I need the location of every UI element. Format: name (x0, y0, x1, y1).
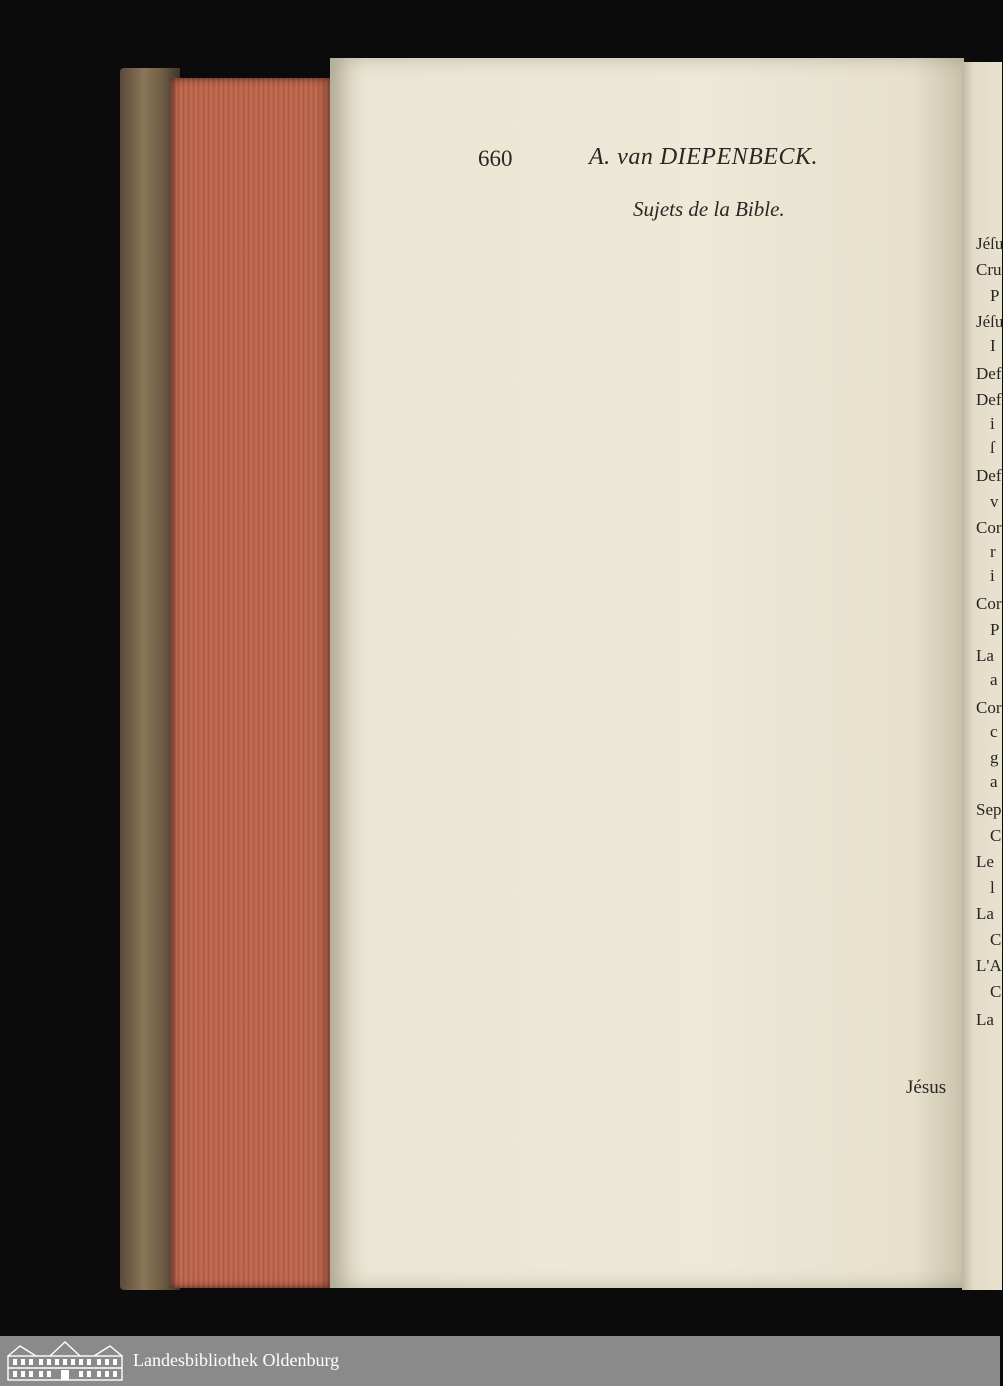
edge-word: r (990, 542, 996, 561)
edge-word: i (990, 566, 995, 585)
edge-word: Def (976, 364, 1002, 383)
edge-word: a (990, 772, 998, 791)
edge-word: c (990, 722, 998, 741)
edge-word: Jéſu (976, 312, 1003, 331)
section-title: Sujets de la Bible. (633, 197, 785, 221)
edge-word: La (976, 1010, 994, 1029)
catchword: Jésus (906, 1077, 947, 1098)
edge-word: Cor (976, 518, 1002, 537)
edge-word: Cor (976, 698, 1002, 717)
edge-word: La (976, 646, 994, 665)
edge-word: I (990, 336, 996, 355)
edge-word: Cru (976, 260, 1002, 279)
edge-word: i (990, 414, 995, 433)
edge-word: Cor (976, 594, 1002, 613)
library-building-logo (6, 1340, 124, 1382)
edge-word: C (990, 826, 1002, 845)
library-footer (0, 1336, 1000, 1386)
page-edges (170, 78, 332, 1288)
edge-word: Def (976, 390, 1002, 409)
edge-word: L'A (976, 956, 1002, 975)
edge-word: ſ (990, 438, 995, 457)
edge-word: Sep (976, 800, 1002, 819)
edge-word: a (990, 670, 998, 689)
page-number: 660 (478, 146, 513, 171)
edge-word: v (990, 492, 999, 511)
edge-word: Jéſu (976, 234, 1003, 253)
book-page (330, 58, 964, 1288)
edge-word: P (990, 286, 1000, 305)
library-name: Landesbibliothek Oldenburg (133, 1350, 340, 1370)
edge-word: P (990, 620, 1000, 639)
edge-word: l (990, 878, 995, 897)
edge-word: La (976, 904, 994, 923)
edge-word: C (990, 930, 1002, 949)
edge-word: C (990, 982, 1002, 1001)
next-page-edge (962, 62, 1002, 1290)
edge-word: Le (976, 852, 994, 871)
running-title: A. van DIEPENBECK. (589, 144, 818, 170)
edge-word: g (990, 748, 999, 767)
edge-word: Def (976, 466, 1002, 485)
